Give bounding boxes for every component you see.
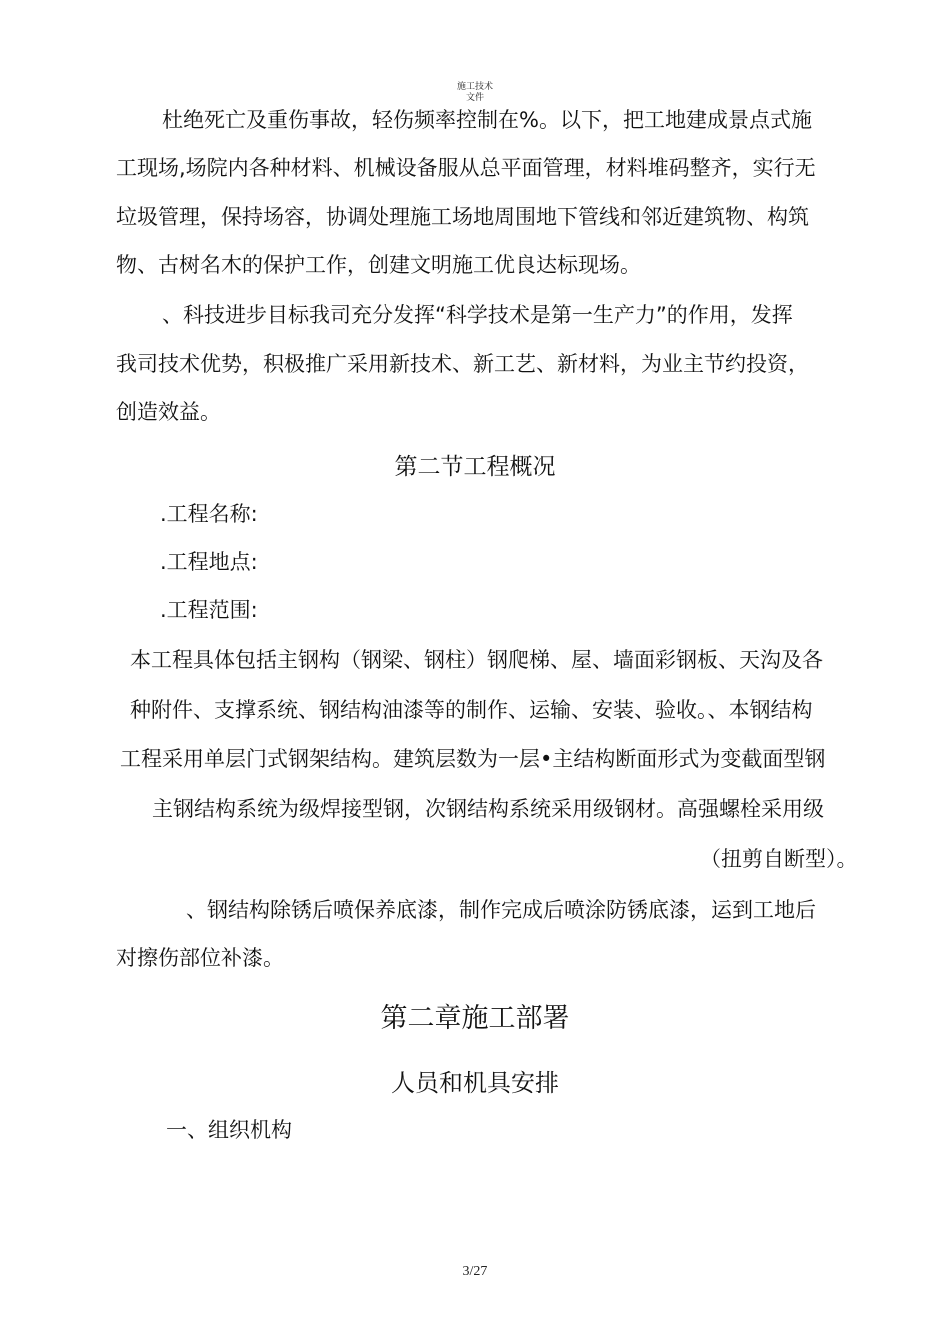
page-number: 3/27 [462,1264,488,1279]
paragraph-line: 、科技进步目标我司充分发挥“科学技术是第一生产力”的作用，发挥 [162,303,793,327]
subsection-title: 人员和机具安排 [391,1069,559,1097]
header-line-1: 施工技术 [456,82,493,92]
paragraph-line: 对擦伤部位补漆。 [116,946,284,970]
paragraph-line: 垃圾管理，保持场容，协调处理施工场地周围地下管线和邻近建筑物、构筑 [116,205,809,229]
page-header [0,82,950,104]
field-project-scope: .工程范围: [160,598,258,622]
scope-line: 种附件、支撑系统、钢结构油漆等的制作、运输、安装、验收。、本钢结构 [130,698,813,722]
field-project-name: .工程名称: [160,502,258,526]
paragraph-line: 创造效益。 [116,400,221,424]
paragraph-line: 杜绝死亡及重伤事故，轻伤频率控制在%。以下，把工地建成景点式施 [162,108,812,132]
section-title: 第二节工程概况 [394,454,556,480]
paragraph-line: 、钢结构除锈后喷保养底漆，制作完成后喷涂防锈底漆，运到工地后 [186,898,816,922]
field-project-location: .工程地点: [160,550,258,574]
paragraph-line: 我司技术优势，积极推广采用新技术、新工艺、新材料，为业主节约投资， [116,352,809,376]
paragraph-line: 工现场,场院内各种材料、机械设备服从总平面管理，材料堆码整齐，实行无 [116,156,816,180]
scope-line: （扭剪自断型）。 [700,847,858,871]
list-item-organization: 一、组织机构 [166,1118,292,1142]
scope-line: 主钢结构系统为级焊接型钢，次钢结构系统采用级钢材。高强螺栓采用级 [152,797,824,821]
scope-line: 工程采用单层门式钢架结构。建筑层数为一层•主结构断面形式为变截面型钢 [120,747,826,771]
paragraph-line: 物、古树名木的保护工作，创建文明施工优良达标现场。 [116,253,641,277]
scope-line: 本工程具体包括主钢构（钢梁、钢柱）钢爬梯、屋、墙面彩钢板、天沟及各 [130,648,823,672]
header-line-2: 文件 [465,93,484,103]
chapter-title: 第二章施工部署 [380,1003,570,1034]
